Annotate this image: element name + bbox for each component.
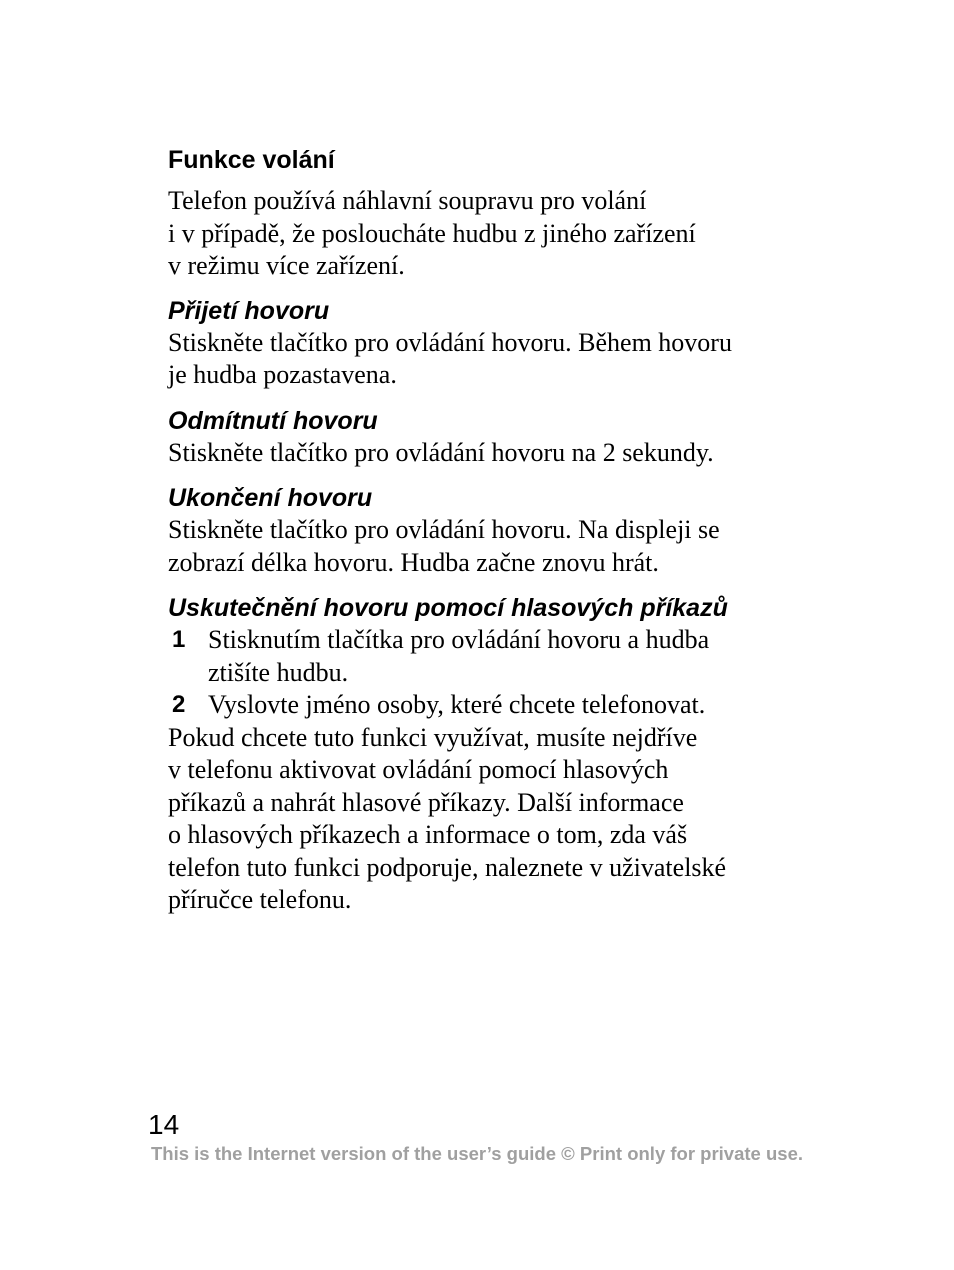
text-line: telefon tuto funkci podporuje, naleznete v uživatelské xyxy=(168,852,727,882)
text-line: o hlasových příkazech a informace o tom, zda váš xyxy=(168,820,688,849)
text-line: je hudba pozastavena. xyxy=(168,360,397,389)
subheading-answer-call: Přijetí hovoru xyxy=(168,296,330,325)
step-1 xyxy=(168,624,828,689)
subheading-voice-dial: Uskutečnění hovoru pomocí hlasových příkazů xyxy=(168,594,728,622)
page-number: 14 xyxy=(148,1109,180,1140)
paragraph-reject-call xyxy=(168,437,828,470)
text-line: zobrazí délka hovoru. Hudba začne znovu hrát. xyxy=(168,547,659,577)
text-line: Stiskněte tlačítko pro ovládání hovoru na 2 sekundy. xyxy=(168,437,714,467)
text-line: i v případě, že posloucháte hudbu z jiného zařízení xyxy=(168,218,696,248)
step-number: 2 xyxy=(172,691,186,718)
text-line: v telefonu aktivovat ovládání pomocí hlasových xyxy=(168,755,669,784)
step-number: 1 xyxy=(172,626,186,653)
text-line: ztišíte hudbu. xyxy=(208,657,349,687)
text-line: v režimu více zařízení. xyxy=(168,251,405,280)
step-text xyxy=(208,624,828,689)
step-2 xyxy=(168,689,828,722)
text-line: Stiskněte tlačítko pro ovládání hovoru. Během hovoru xyxy=(168,327,732,357)
text-line: příkazů a nahrát hlasové příkazy. Další informace xyxy=(168,787,684,817)
text-line: Pokud chcete tuto funkci využívat, musíte nejdříve xyxy=(168,722,698,752)
text-line: Vyslovte jméno osoby, které chcete telefonovat. xyxy=(208,690,706,719)
paragraph-voice-dial-note xyxy=(168,722,828,917)
paragraph-end-call xyxy=(168,514,828,579)
text-line: příručce telefonu. xyxy=(168,885,352,914)
page-content xyxy=(168,143,828,917)
text-line: Telefon používá náhlavní soupravu pro volání xyxy=(168,186,647,215)
footer-notice: This is the Internet version of the user’s guide © Print only for private use. xyxy=(150,1143,803,1164)
text-line: Stiskněte tlačítko pro ovládání hovoru. Na displeji se xyxy=(168,515,720,544)
subheading-end-call: Ukončení hovoru xyxy=(168,484,373,512)
paragraph-call-functions xyxy=(168,185,828,283)
subheading-reject-call: Odmítnutí hovoru xyxy=(168,406,378,435)
section-heading-call-functions: Funkce volání xyxy=(168,146,335,174)
text-line: Stisknutím tlačítka pro ovládání hovoru a hudba xyxy=(208,625,710,654)
paragraph-answer-call xyxy=(168,327,828,392)
step-text xyxy=(208,689,828,722)
